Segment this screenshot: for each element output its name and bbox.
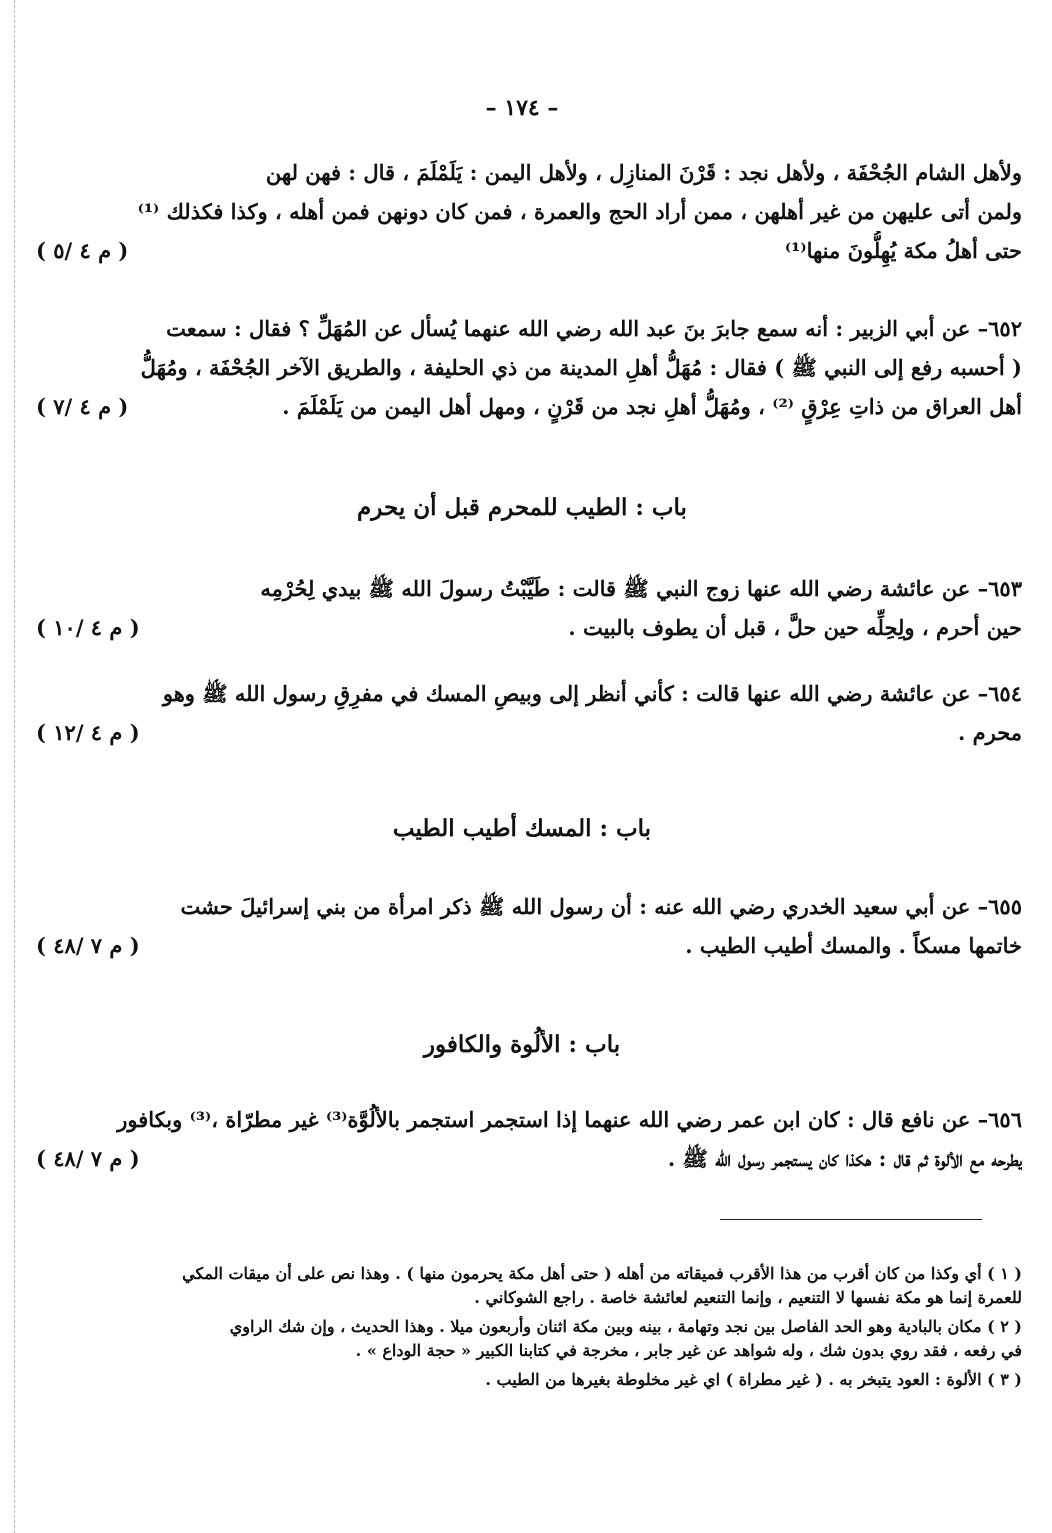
hadith-653 [32, 569, 1022, 647]
text-line [32, 608, 1022, 647]
text-line: ولمن أتى عليهن من غير أهلهن ، ممن أراد الحج والعمرة ، فمن كان دونهن فمن أهله ، وكذا فكذلك ⁽¹⁾ [137, 199, 1022, 224]
paragraph-intro [32, 153, 1022, 270]
line-text: خاتمها مسكاً . والمسك أطيب الطيب . [685, 933, 1022, 958]
source-reference: ( م ٤ /٥ ) [36, 238, 129, 263]
page-number: – ١٧٤ – [485, 95, 559, 121]
hadith-655 [32, 887, 1022, 965]
hadith-number: ٦٥٦ [988, 1107, 1022, 1132]
footnote-line: ( ٢ ) مكان بالبادية وهو الحد الفاصل بين نجد وتهامة ، بينه وبين مكة اثنان وأربعون ميلا . وهذا الحديث ، وإن شك الراوي [229, 1317, 1022, 1336]
source-reference: ( م ٧ /٤٨ ) [36, 933, 140, 958]
text-line [32, 231, 1022, 270]
text-line [32, 713, 1022, 752]
text-line: ( أحسبه رفع إلى النبي ﷺ ) فقال : مُهَلُّ أهلِ المدينة من ذي الحليفة ، والطريق الآخر الجُحْفَة ، ومُهَلُّ [140, 355, 1022, 380]
source-reference: ( م ٤ /١٢ ) [36, 720, 140, 745]
line-text: يطرحه مع الألوة ثم قال : هكذا كان يستجمر رسول الله ﷺ . [667, 1146, 1022, 1171]
hadith-652 [32, 309, 1022, 426]
line-text: – عن أبي سعيد الخدري رضي الله عنه : أن رسول الله ﷺ ذكر امرأة من بني إسرائيلَ حشت [180, 894, 989, 919]
footnote-line: ( ١ ) أي وكذا من كان أقرب من هذا الأقرب فميقاته من أهله ( حتى أهل مكة يحرمون منها ) . وهذا نص على أن ميقات المكي [182, 1264, 1022, 1283]
line-text: حتى أهلُ مكة يُهِلُّونَ منها⁽¹⁾ [784, 238, 1022, 263]
text-line [32, 569, 1022, 608]
line-text: حين أحرم ، ولِحِلِّه حين حلَّ ، قبل أن يطوف بالبيت . [568, 615, 1022, 640]
line-text: أهل العراق من ذاتِ عِرْقٍ ⁽²⁾ ، ومُهَلُّ أهلِ نجد من قَرْنٍ ، ومهل أهل اليمن من يَلَمْلَمَ . [282, 394, 1022, 419]
text-line [32, 887, 1022, 926]
text-line [32, 1100, 1022, 1139]
chapter-heading: باب : المسك أطيب الطيب [392, 815, 652, 842]
line-text: – عن عائشة رضي الله عنها زوج النبي ﷺ قالت : طَيَّبْتُ رسولَ الله ﷺ بيدي لِحُرْمِه [260, 576, 989, 601]
text-line [32, 309, 1022, 348]
footnote-line: في رفعه ، فقد روي بدون شك ، وله شواهد عن غير جابر ، مخرجة في كتابنا الكبير « حجة الوداع » . [355, 1341, 1022, 1360]
footnote-1 [32, 1262, 1022, 1310]
footnote-line: للعمرة إنما هو مكة نفسها لا التنعيم ، وإنما التنعيم لعائشة خاصة . راجع الشوكاني . [474, 1288, 1022, 1307]
hadith-number: ٦٥٥ [988, 894, 1022, 919]
source-reference: ( م ٧ /٤٨ ) [36, 1146, 140, 1171]
footnotes [32, 1262, 1022, 1397]
line-text: – عن نافع قال : كان ابن عمر رضي الله عنهما إذا استجمر استجمر بالألُوَّة⁽³⁾ غير مطرّاة ،⁽³⁾ وبكافور [117, 1107, 989, 1132]
text-line [32, 387, 1022, 426]
page-edge-line [14, 0, 15, 1533]
text-line [32, 1139, 1022, 1178]
line-text: – عن أبي الزبير : أنه سمع جابرَ بنَ عبد الله رضي الله عنهما يُسأل عن المُهَلِّ ؟ فقال : سمعت [166, 316, 989, 341]
chapter-heading: باب : الطيب للمحرم قبل أن يحرم [357, 494, 687, 521]
footnote-separator [720, 1219, 982, 1220]
hadith-number: ٦٥٤ [988, 681, 1022, 706]
hadith-number: ٦٥٢ [988, 316, 1022, 341]
hadith-number: ٦٥٣ [988, 576, 1022, 601]
hadith-656 [32, 1100, 1022, 1178]
line-text: – عن عائشة رضي الله عنها قالت : كأني أنظر إلى وبيصِ المسك في مفرِقِ رسول الله ﷺ وهو [162, 681, 989, 706]
source-reference: ( م ٤ /١٠ ) [36, 615, 140, 640]
footnote-3 [32, 1368, 1022, 1392]
text-line: ولأهل الشام الجُحْفَة ، ولأهل نجد : قَرْنَ المنازِل ، ولأهل اليمن : يَلَمْلَمَ ، قال : فهن لهن [265, 160, 1022, 185]
line-text: محرم . [957, 720, 1022, 745]
text-line [32, 674, 1022, 713]
source-reference: ( م ٤ /٧ ) [36, 394, 129, 419]
footnote-line: ( ٣ ) الألوة : العود يتبخر به . ( غير مطراة ) اي غير مخلوطة بغيرها من الطيب . [485, 1370, 1022, 1389]
footnote-2 [32, 1315, 1022, 1363]
text-line [32, 926, 1022, 965]
chapter-heading: باب : الألُوة والكافور [423, 1031, 621, 1058]
book-page [22, 0, 1022, 1533]
hadith-654 [32, 674, 1022, 752]
